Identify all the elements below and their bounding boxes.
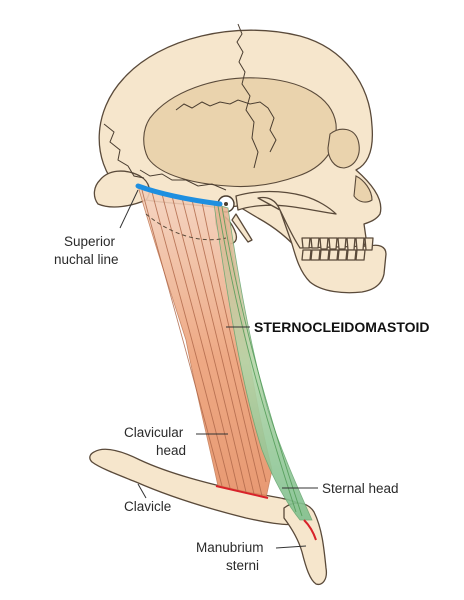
label-clavicular-head-2: head bbox=[156, 443, 187, 458]
label-clavicular-head-1: Clavicular bbox=[124, 425, 184, 440]
orbit bbox=[328, 129, 359, 168]
label-manubrium-sterni-1: Manubrium bbox=[196, 540, 264, 555]
label-sternocleidomastoid: STERNOCLEIDOMASTOID bbox=[254, 319, 430, 335]
skull bbox=[94, 24, 386, 293]
label-superior-nuchal-line-1: Superior bbox=[64, 234, 116, 249]
label-clavicle: Clavicle bbox=[124, 499, 172, 514]
label-sternal-head: Sternal head bbox=[322, 481, 399, 496]
lower-teeth bbox=[302, 250, 365, 260]
label-superior-nuchal-line-2: nuchal line bbox=[54, 252, 119, 267]
label-manubrium-sterni-2: sterni bbox=[226, 558, 260, 573]
meatus-center bbox=[224, 202, 228, 206]
